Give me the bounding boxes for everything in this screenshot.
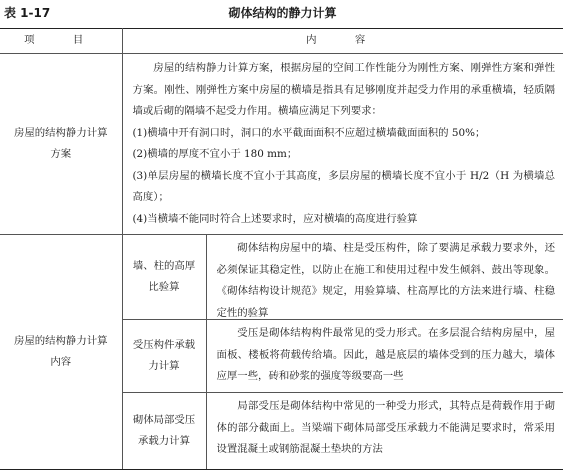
scheme-item: (2)横墙的厚度不宜小于 180 mm； (132, 148, 298, 160)
subrow-label: 受压构件承载力计算 (123, 320, 207, 392)
subrow-label: 墙、柱的高厚比验算 (123, 235, 207, 319)
header-item: 项 目 (0, 29, 122, 54)
scheme-item: (4)当横墙不能同时符合上述要求时，应对横墙的高度进行验算 (132, 212, 418, 225)
table-row (0, 54, 563, 235)
subrow-compression (123, 319, 564, 392)
table-row (0, 235, 563, 470)
table-title: 砌体结构的静力计算 (228, 6, 337, 20)
subrow-text: 砌体结构房屋中的墙、柱是受压构件，除了要满足承载力要求外，还必须保证其稳定性，以防止在施工和使用过程中发生倾斜、鼓出等现象。《砌体结构设计规范》规定，用验算墙、柱高厚比的方法来进行墙、柱稳定性的验算 (216, 242, 555, 319)
subrow-local-compression (123, 392, 564, 469)
scheme-item: (1)横墙中开有洞口时，洞口的水平截面面积不应超过横墙截面面积的 50%； (132, 126, 486, 139)
scheme-item: (3)单层房屋的横墙长度不宜小于其高度，多层房屋的横墙长度不宜小于 H/2（H 为横墙总高度）； (132, 169, 555, 203)
scheme-intro: 房屋的结构静力计算方案，根据房屋的空间工作性能分为刚性方案、刚弹性方案和弹性方案。刚性、刚弹性方案中房屋的横墙是指具有足够刚度并起受力作用的承重横墙，轻质隔墙或后砌的隔墙不起受力作用。横墙应满足下列要求： (132, 62, 555, 117)
table-caption (4, 4, 561, 22)
row-label-content: 房屋的结构静力计算内容 (13, 334, 108, 368)
header-row (0, 29, 563, 54)
row-label-scheme: 房屋的结构静力计算方案 (13, 126, 108, 160)
statics-table (0, 28, 563, 470)
header-content: 内 容 (122, 29, 563, 54)
subrow-text: 受压是砌体结构构件最常见的受力形式。在多层混合结构房屋中，屋面板、楼板将荷载传给墙。因此，越是底层的墙体受到的压力越大，墙体应厚一些，砖和砂浆的强度等级要高一些 (216, 327, 555, 382)
subrow-text: 局部受压是砌体结构中常见的一种受力形式，其特点是荷载作用于砌体的部分截面上。当梁端下砌体局部受压承载力不能满足要求时，常采用设置混凝土或钢筋混凝土垫块的方法 (216, 400, 555, 455)
scheme-content (123, 54, 564, 234)
table-number: 表 1-17 (4, 6, 51, 20)
subrow-height-thickness (123, 235, 564, 319)
subrow-label: 砌体局部受压承载力计算 (123, 393, 207, 469)
